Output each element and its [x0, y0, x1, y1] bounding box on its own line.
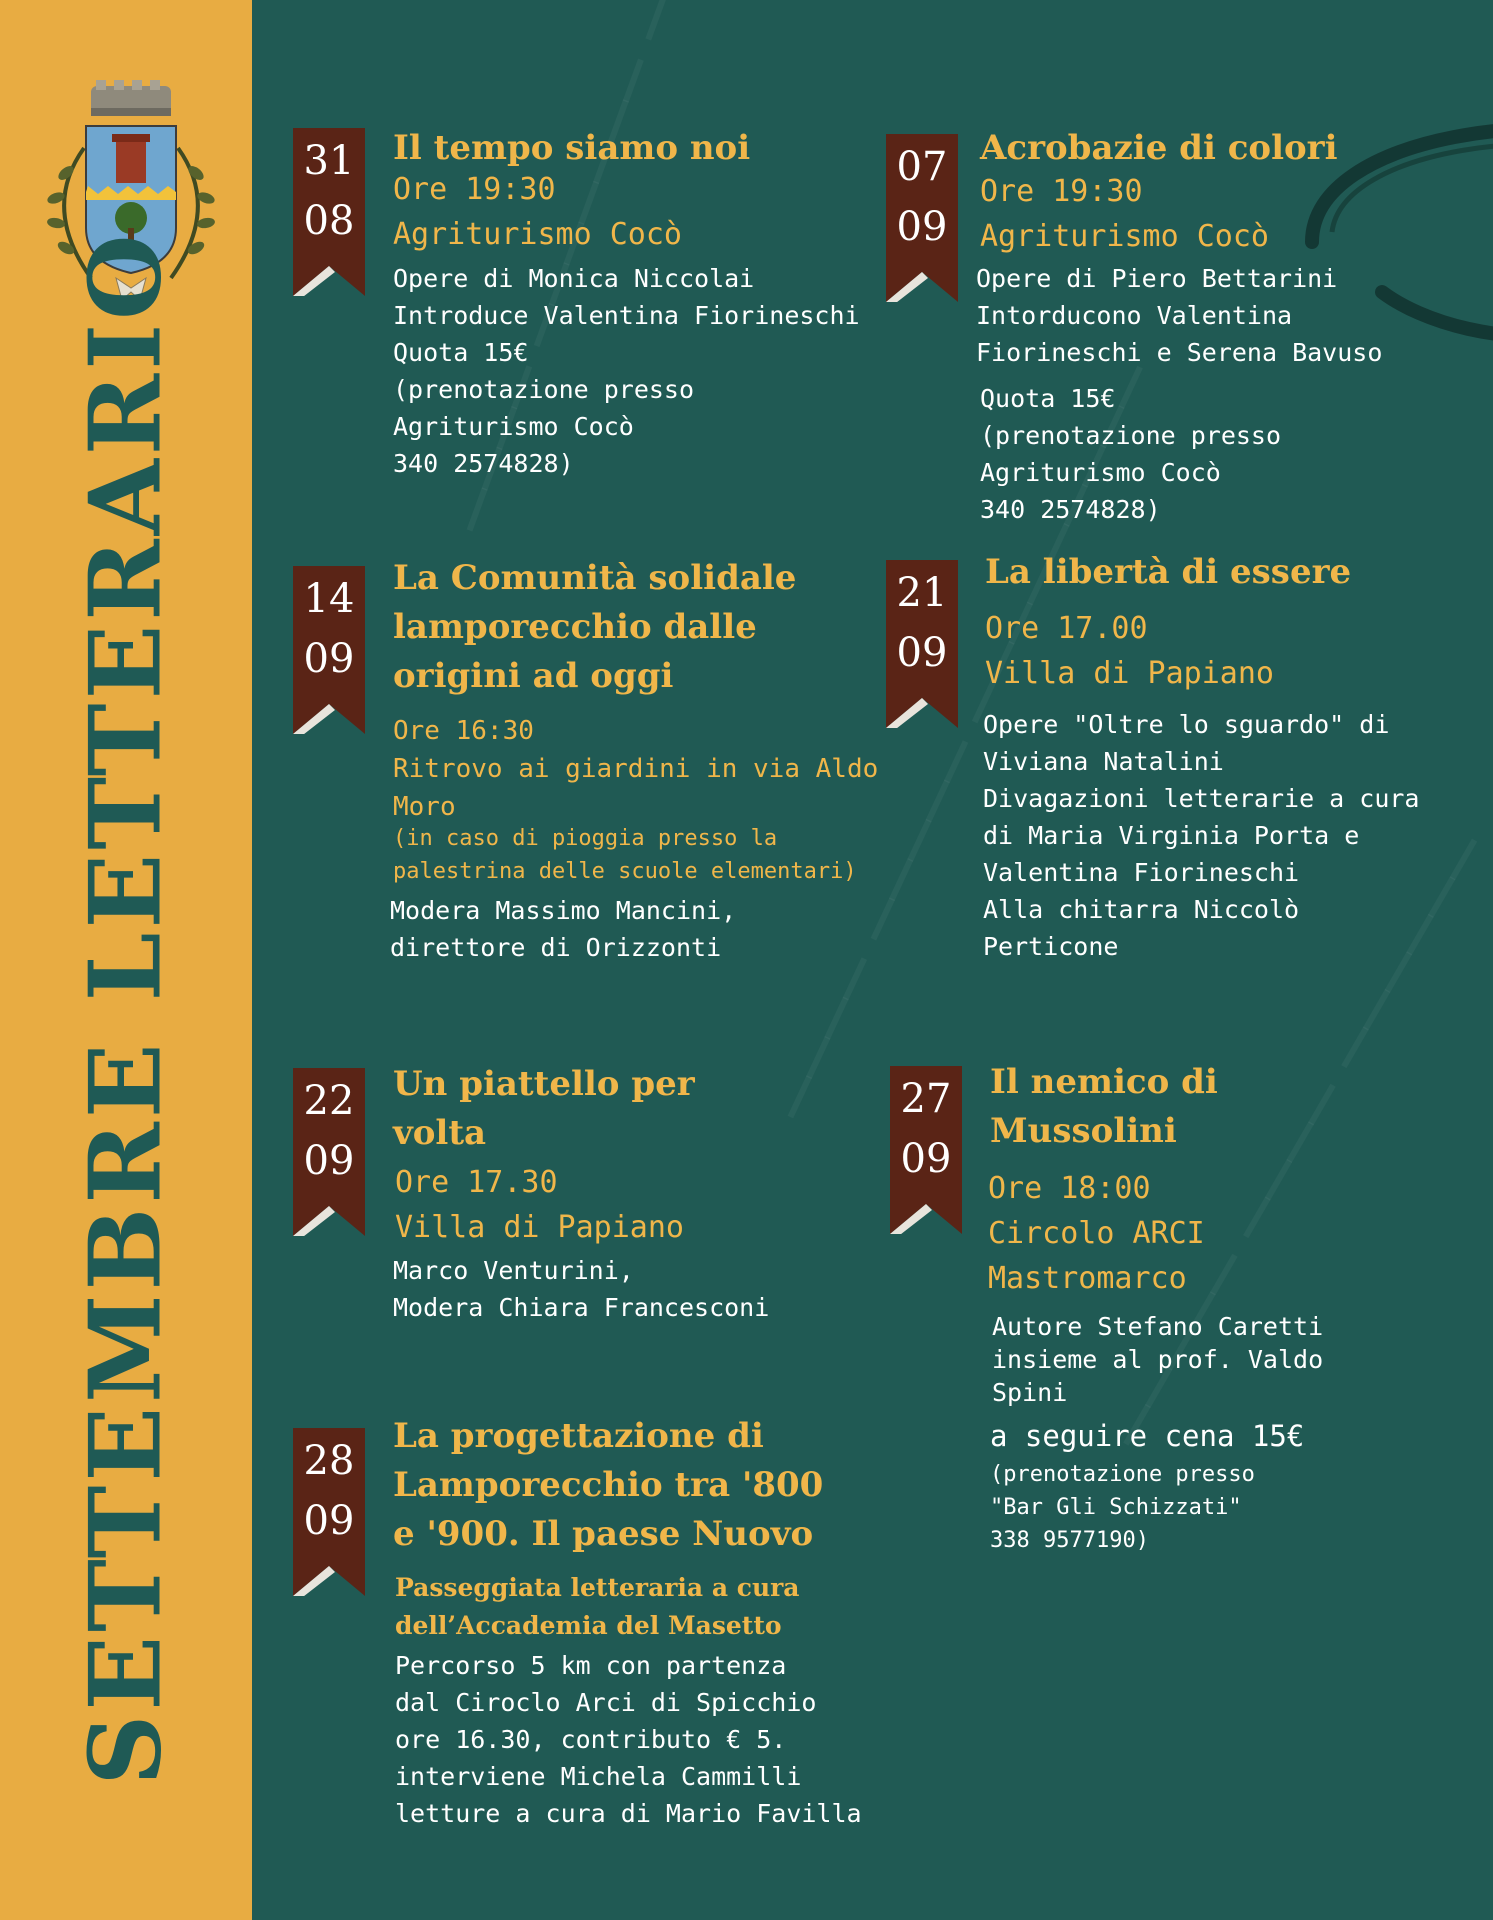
- event-day: 28: [303, 1438, 355, 1484]
- event-time: Ore 17.30: [395, 1165, 558, 1200]
- event-description: Modera Massimo Mancini, direttore di Orizzonti: [390, 896, 737, 962]
- event-booking: Quota 15€ (prenotazione presso Agriturismo Cocò 340 2574828): [980, 384, 1282, 524]
- event-title: La progettazione di Lamporecchio tra '800 e '900. Il paese Nuovo: [393, 1416, 824, 1554]
- event-title: La Comunità solidale lamporecchio dalle origini ad oggi: [393, 558, 797, 696]
- event-day: 21: [896, 570, 948, 616]
- sidebar: [0, 0, 252, 1920]
- event-description: Opere "Oltre lo sguardo" di Viviana Natalini Divagazioni letterarie a cura di Maria Virginia Porta e Valentina Fiorineschi Alla chitarra Niccolò Perticone: [983, 710, 1420, 961]
- event-description: Autore Stefano Caretti insieme al prof. Valdo Spini: [992, 1312, 1324, 1407]
- event-title: Un piattello per volta: [393, 1064, 695, 1153]
- event-month: 09: [900, 1136, 952, 1182]
- vertical-title: SETTEMBRE LETTERARIO: [68, 230, 184, 1786]
- event-place: Agriturismo Cocò: [393, 217, 682, 252]
- event-time: Ore 19:30: [980, 174, 1143, 209]
- event-place: Ritrovo ai giardini in via Aldo Moro: [393, 754, 879, 822]
- event-day: 07: [896, 144, 948, 190]
- event-place: Villa di Papiano: [395, 1210, 684, 1245]
- event-month: 09: [303, 1138, 355, 1184]
- event-booking: (prenotazione presso "Bar Gli Schizzati" 338 9577190): [990, 1462, 1255, 1553]
- event-place: Agriturismo Cocò: [980, 219, 1269, 254]
- event-day: 22: [303, 1078, 355, 1124]
- event-day: 27: [900, 1076, 952, 1122]
- event-time: Ore 19:30: [393, 172, 556, 207]
- event-time: Ore 16:30: [393, 716, 534, 746]
- event-day: 14: [303, 576, 355, 622]
- event-title: Il tempo siamo noi: [393, 128, 751, 168]
- event-day: 31: [303, 138, 355, 184]
- event-title: La libertà di essere: [985, 552, 1352, 592]
- event-dinner: a seguire cena 15€: [990, 1419, 1305, 1453]
- event-description: Marco Venturini, Modera Chiara Francesconi: [393, 1256, 770, 1322]
- event-description: Percorso 5 km con partenza dal Ciroclo Arci di Spicchio ore 16.30, contributo € 5. interviene Michela Cammilli letture a cura di Mario Favilla: [395, 1651, 862, 1828]
- event-title: Il nemico di Mussolini: [990, 1062, 1218, 1151]
- event-month: 08: [303, 198, 355, 244]
- event-month: 09: [303, 1498, 355, 1544]
- event-place: Villa di Papiano: [985, 656, 1274, 691]
- event-month: 09: [303, 636, 355, 682]
- event-description: Opere di Monica Niccolai Introduce Valentina Fiorineschi Quota 15€ (prenotazione presso Agriturismo Cocò 340 2574828): [393, 264, 860, 478]
- event-subtitle: Passeggiata letteraria a cura dell’Accademia del Masetto: [395, 1573, 800, 1640]
- event-time: Ore 17.00: [985, 611, 1148, 646]
- event-note: (in caso di pioggia presso la palestrina delle scuole elementari): [393, 826, 857, 884]
- event-place: Ore 18:00 Circolo ARCI Mastromarco: [988, 1171, 1205, 1296]
- event-month: 09: [896, 204, 948, 250]
- event-description: Opere di Piero Bettarini Intorducono Valentina Fiorineschi e Serena Bavuso: [976, 264, 1383, 367]
- event-title: Acrobazie di colori: [980, 128, 1338, 168]
- event-month: 09: [896, 630, 948, 676]
